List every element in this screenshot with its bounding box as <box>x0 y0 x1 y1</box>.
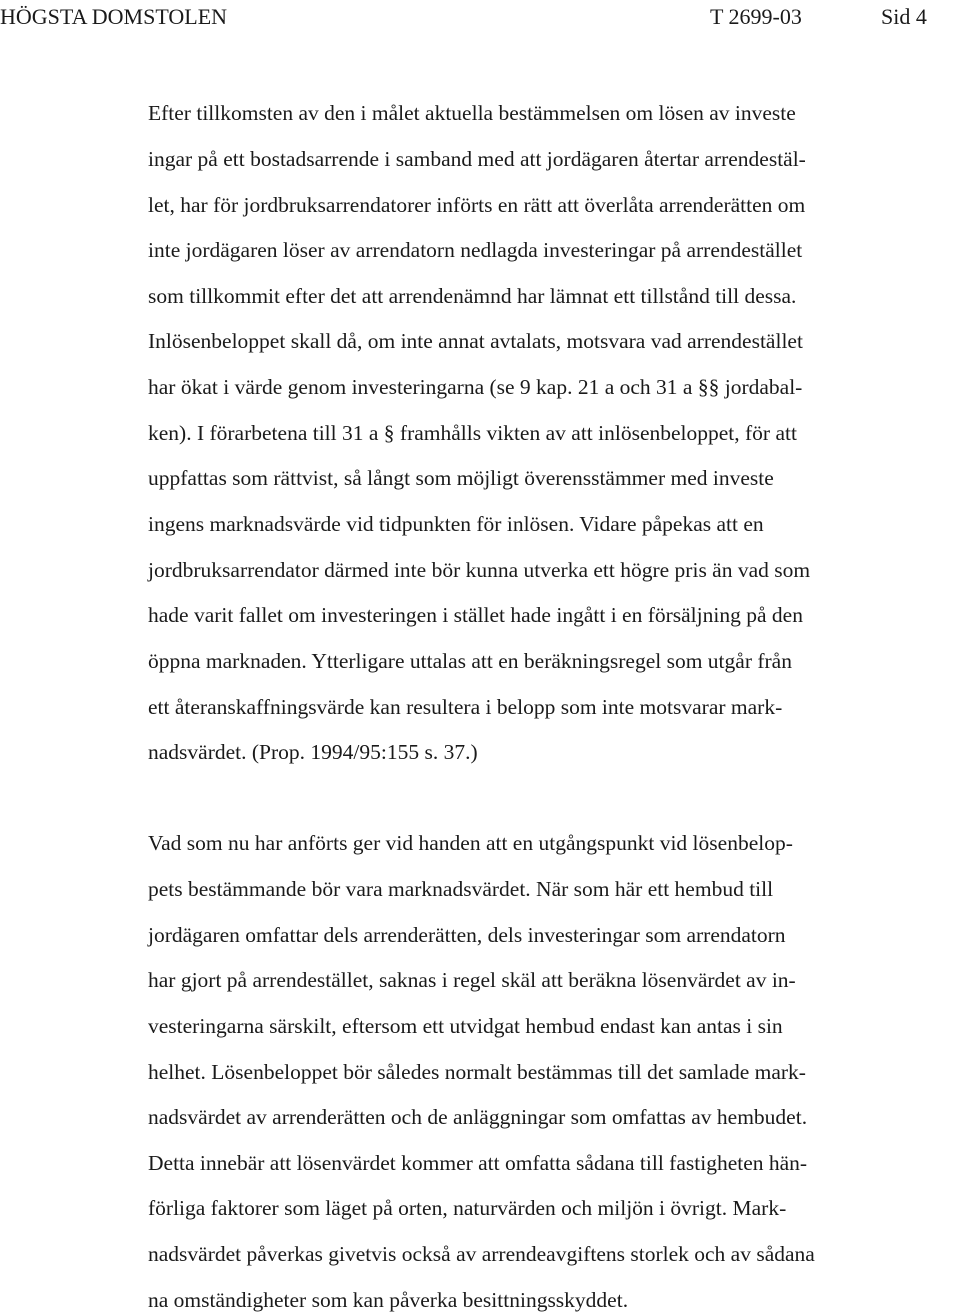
text-line: ken). I förarbetena till 31 a § framhålls vikten av att inlösenbeloppet, för att <box>148 421 797 445</box>
text-line: ingar på ett bostadsarrende i samband med att jordägaren återtar arrendestäl- <box>148 147 806 171</box>
text-line: jordägaren omfattar dels arrenderätten, dels investeringar som arrendatorn <box>148 923 786 947</box>
page-number: Sid 4 <box>881 4 927 29</box>
text-line: inte jordägaren löser av arrendatorn nedlagda investeringar på arrendestället <box>148 238 803 262</box>
text-line: helhet. Lösenbeloppet bör således normalt bestämmas till det samlade mark- <box>148 1060 806 1084</box>
text-line: nadsvärdet påverkas givetvis också av arrendeavgiftens storlek och av sådana <box>148 1242 815 1266</box>
text-line: förliga faktorer som läget på orten, naturvärden och miljön i övrigt. Mark- <box>148 1196 787 1220</box>
text-line: pets bestämmande bör vara marknadsvärdet. När som här ett hembud till <box>148 877 774 901</box>
text-line: ett återanskaffningsvärde kan resultera i belopp som inte motsvarar mark- <box>148 695 783 719</box>
text-line: Detta innebär att lösenvärdet kommer att omfatta sådana till fastigheten hän- <box>148 1151 808 1175</box>
text-line: nadsvärdet av arrenderätten och de anläggningar som omfattas av hembudet. <box>148 1105 808 1129</box>
text-line: som tillkommit efter det att arrendenämnd har lämnat ett tillstånd till dessa. <box>148 284 797 308</box>
text-line: Efter tillkomsten av den i målet aktuella bestämmelsen om lösen av investe <box>148 101 796 125</box>
text-line: Vad som nu har anförts ger vid handen att en utgångspunkt vid lösenbelop- <box>148 831 793 855</box>
text-line: hade varit fallet om investeringen i stället hade ingått i en försäljning på den <box>148 603 803 627</box>
text-line: uppfattas som rättvist, så långt som möjligt överensstämmer med investe <box>148 466 774 490</box>
text-line: öppna marknaden. Ytterligare uttalas att en beräkningsregel som utgår från <box>148 649 792 673</box>
text-line: jordbruksarrendator därmed inte bör kunna utverka ett högre pris än vad som <box>148 558 811 582</box>
case-number: T 2699-03 <box>710 4 802 29</box>
text-line: Inlösenbeloppet skall då, om inte annat avtalats, motsvara vad arrendestället <box>148 329 803 353</box>
text-line: nadsvärdet. (Prop. 1994/95:155 s. 37.) <box>148 740 478 764</box>
text-line: ingens marknadsvärde vid tidpunkten för inlösen. Vidare påpekas att en <box>148 512 764 536</box>
text-line: har gjort på arrendestället, saknas i regel skäl att beräkna lösenvärdet av in- <box>148 968 796 992</box>
page-header <box>0 2 960 36</box>
text-line: let, har för jordbruksarrendatorer införts en rätt att överlåta arrenderätten om <box>148 193 806 217</box>
text-line: har ökat i värde genom investeringarna (se 9 kap. 21 a och 31 a §§ jordabal- <box>148 375 803 399</box>
court-name: HÖGSTA DOMSTOLEN <box>0 4 228 29</box>
text-line: vesteringarna särskilt, eftersom ett utvidgat hembud endast kan antas i sin <box>148 1014 783 1038</box>
text-line: na omständigheter som kan påverka besittningsskyddet. <box>148 1288 629 1312</box>
